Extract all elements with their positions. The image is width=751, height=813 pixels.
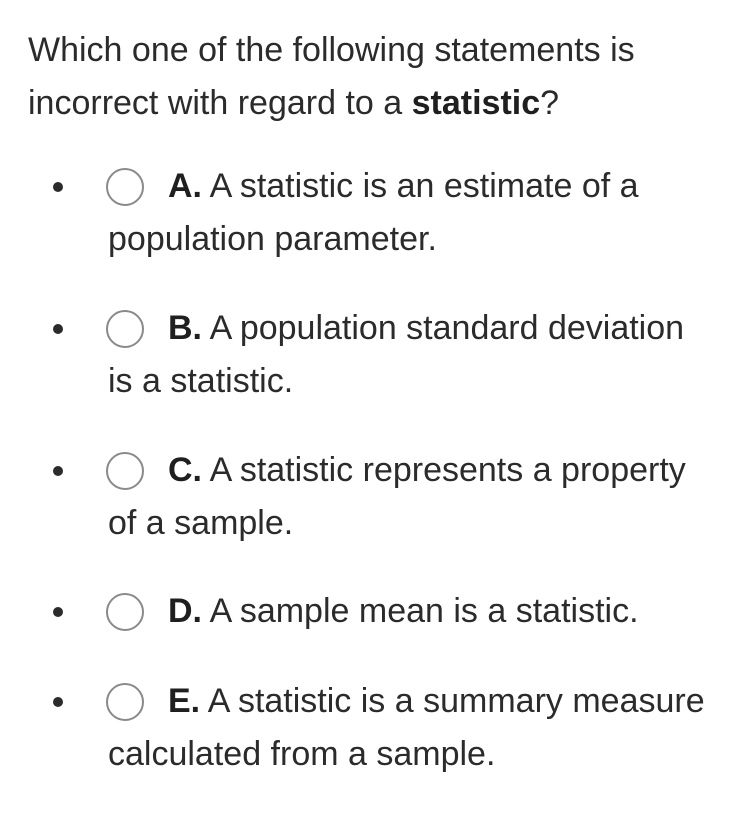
question-emphasis: statistic	[411, 84, 541, 122]
option-d-letter: D.	[168, 592, 202, 630]
option-a-letter: A.	[168, 167, 202, 205]
option-b-letter: B.	[168, 309, 202, 347]
option-c-letter: C.	[168, 451, 202, 489]
option-b-body: A population standard deviation is a statistic.	[108, 309, 685, 400]
question-text	[28, 24, 728, 130]
option-d-text[interactable]	[108, 585, 718, 638]
question-suffix: ?	[540, 84, 560, 122]
option-c-body: A statistic represents a property of a sample.	[108, 451, 686, 542]
option-e-letter: E.	[168, 682, 201, 720]
question-prefix: Which one of the following statements is incorrect with regard to a	[28, 31, 635, 122]
bullet-icon	[53, 697, 63, 707]
option-e-body: A statistic is a summary measure calculated from a sample.	[108, 682, 705, 773]
bullet-icon	[53, 324, 63, 334]
bullet-icon	[53, 466, 63, 476]
bullet-icon	[53, 607, 63, 617]
option-b-text[interactable]	[108, 302, 718, 408]
option-a-body: A statistic is an estimate of a population parameter.	[108, 167, 639, 258]
bullet-icon	[53, 182, 63, 192]
option-e-text[interactable]	[108, 675, 718, 781]
option-d-body: A sample mean is a statistic.	[202, 592, 639, 630]
option-a-text[interactable]	[108, 160, 718, 266]
option-c-text[interactable]	[108, 444, 718, 550]
